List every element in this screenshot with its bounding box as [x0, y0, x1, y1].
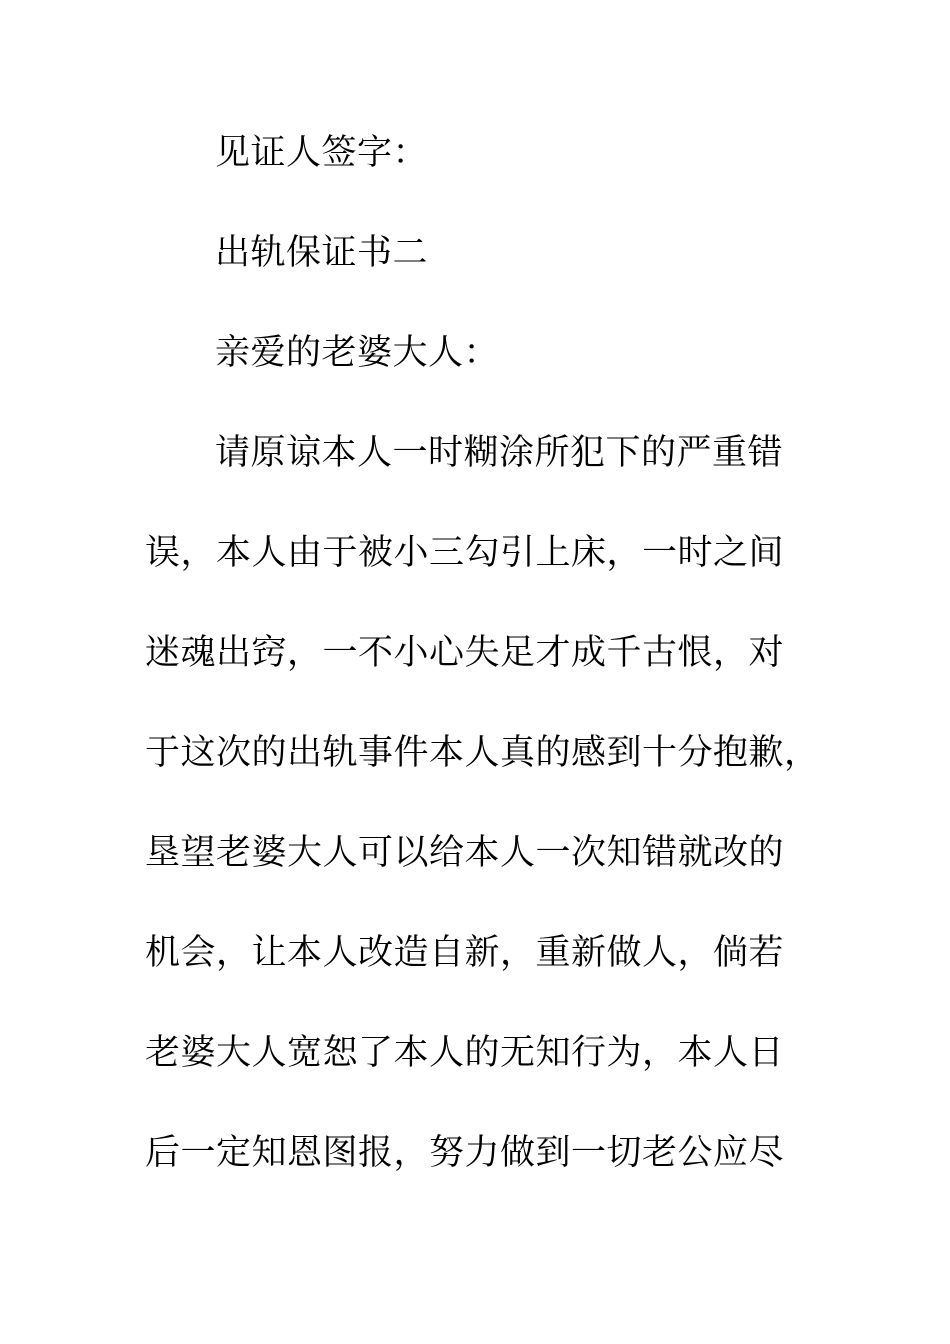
- body-line-5: 垦望老婆大人可以给本人一次知错就改的: [145, 833, 785, 873]
- body-line-2: 误，本人由于被小三勾引上床，一时之间: [145, 533, 785, 573]
- body-line-7: 老婆大人宽恕了本人的无知行为，本人日: [145, 1033, 785, 1073]
- document-title: 出轨保证书二: [215, 233, 429, 273]
- body-line-6: 机会，让本人改造自新，重新做人，倘若: [145, 933, 785, 973]
- body-line-3: 迷魂出窍，一不小心失足才成千古恨，对: [145, 633, 785, 673]
- body-line-4: 于这次的出轨事件本人真的感到十分抱歉，: [145, 733, 820, 773]
- body-line-1: 请原谅本人一时糊涂所犯下的严重错: [215, 433, 784, 473]
- witness-signature-label: 见证人签字：: [215, 133, 429, 173]
- body-line-8: 后一定知恩图报，努力做到一切老公应尽: [145, 1133, 785, 1173]
- salutation: 亲爱的老婆大人：: [215, 333, 500, 373]
